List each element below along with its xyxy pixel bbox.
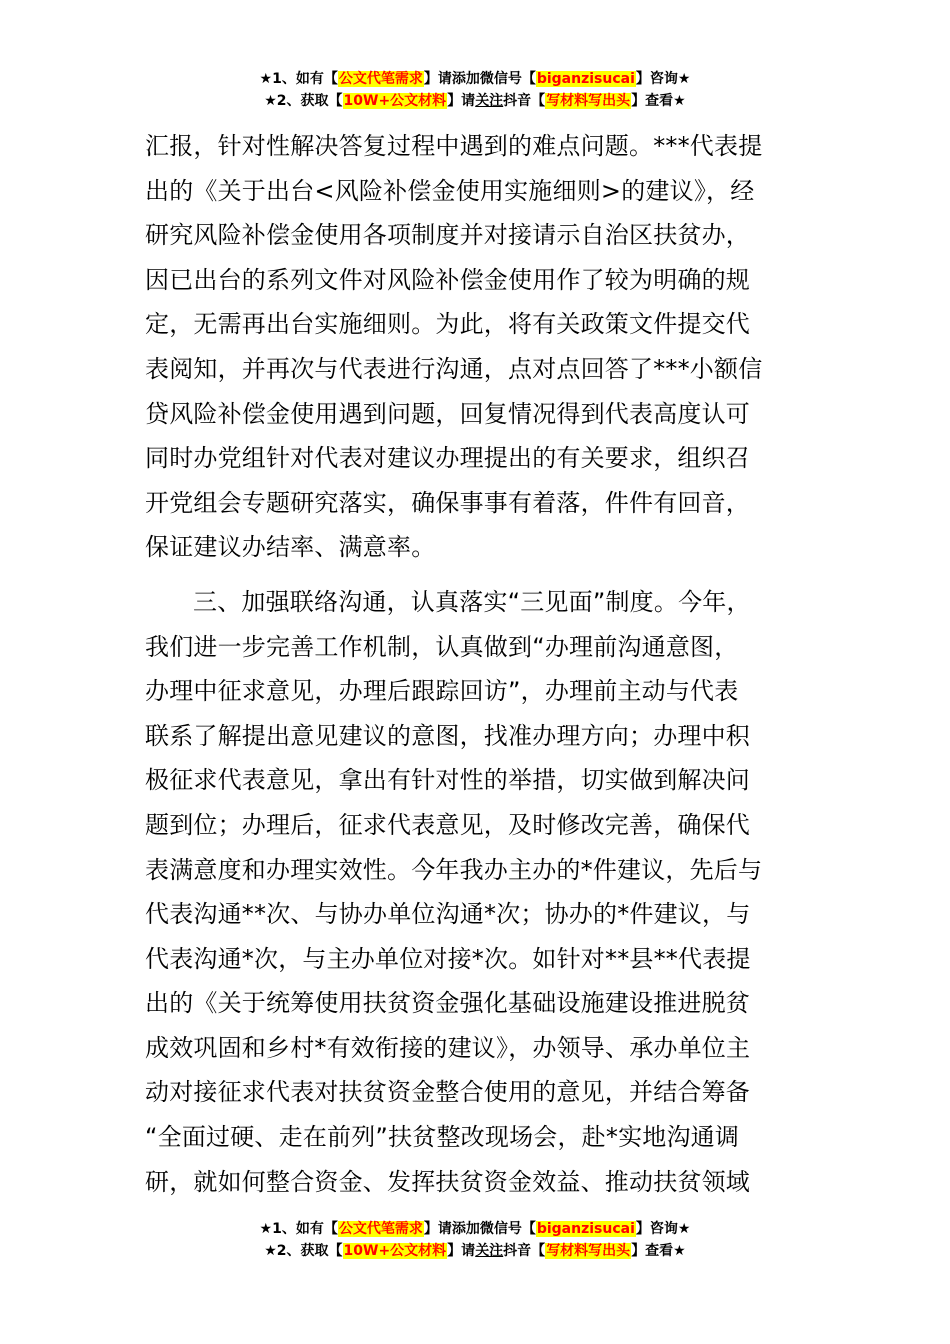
text-line: 办理中征求意见，办理后跟踪回访”，办理前主动与代表 <box>145 677 739 706</box>
promo-text: 】查看★ <box>631 93 686 109</box>
promo-text: 】请 <box>447 1243 476 1259</box>
promo-text: 抖音【 <box>503 1243 546 1259</box>
paragraph-2 <box>145 580 815 1204</box>
text-line: 代表沟通*次，与主办单位对接*次。如针对**县**代表提 <box>145 944 751 973</box>
promo-highlight: 10W+公文材料 <box>343 1243 447 1259</box>
text-line: 开党组会专题研究落实，确保事事有着落，件件有回音， <box>145 488 750 517</box>
promo-text: 】咨询★ <box>635 71 691 87</box>
text-line: 保证建议办结率、满意率。 <box>145 533 436 562</box>
promo-text: 】咨询★ <box>635 1221 691 1237</box>
promo-highlight: 10W+公文材料 <box>343 93 447 109</box>
text-line: 三、加强联络沟通，认真落实“三见面”制度。今年， <box>193 587 751 616</box>
text-line: 代表沟通**次、与协办单位沟通*次；协办的*件建议，与 <box>145 900 751 929</box>
top-promo-banner <box>0 68 950 112</box>
promo-douyin-id: 写材料写出头 <box>546 1243 631 1259</box>
text-line: 定，无需再出台实施细则。为此，将有关政策文件提交代 <box>145 310 750 339</box>
promo-underlined: 关注 <box>475 1243 504 1259</box>
promo-line-1 <box>0 68 950 90</box>
text-line: 研究风险补偿金使用各项制度并对接请示自治区扶贫办， <box>145 221 750 250</box>
promo-text: ★2、获取【 <box>264 1243 343 1259</box>
promo-text: 】请 <box>447 93 476 109</box>
promo-line-1 <box>0 1218 950 1240</box>
text-line: 出的《关于出台<风险补偿金使用实施细则>的建议》，经 <box>145 176 755 205</box>
promo-text: ★1、如有【 <box>259 1221 338 1237</box>
text-line: 我们进一步完善工作机制，认真做到“办理前沟通意图， <box>145 632 739 661</box>
text-line: 极征求代表意见，拿出有针对性的举措，切实做到解决问 <box>145 766 750 795</box>
promo-text: 】查看★ <box>631 1243 686 1259</box>
text-line: 因已出台的系列文件对风险补偿金使用作了较为明确的规 <box>145 265 750 294</box>
text-line: 联系了解提出意见建议的意图，找准办理方向；办理中积 <box>145 721 750 750</box>
promo-text: ★2、获取【 <box>264 93 343 109</box>
promo-highlight: 公文代笔需求 <box>338 71 423 87</box>
text-line: 题到位；办理后，征求代表意见，及时修改完善，确保代 <box>145 810 750 839</box>
text-line: “全面过硬、走在前列”扶贫整改现场会，赴*实地沟通调 <box>145 1123 740 1152</box>
text-line: 贷风险补偿金使用遇到问题，回复情况得到代表高度认可 <box>145 399 750 428</box>
promo-text: ★1、如有【 <box>259 71 338 87</box>
promo-text: 】请添加微信号【 <box>423 71 536 87</box>
text-line: 表满意度和办理实效性。今年我办主办的*件建议，先后与 <box>145 855 763 884</box>
promo-line-2 <box>0 1240 950 1262</box>
text-line: 动对接征求代表对扶贫资金整合使用的意见，并结合筹备 <box>145 1078 750 1107</box>
paragraph-gap <box>145 570 815 580</box>
promo-underlined: 关注 <box>475 93 504 109</box>
text-line: 汇报，针对性解决答复过程中遇到的难点问题。***代表提 <box>145 132 763 160</box>
promo-text: 抖音【 <box>503 93 546 109</box>
text-line: 成效巩固和乡村*有效衔接的建议》，办领导、承办单位主 <box>145 1033 751 1062</box>
bottom-promo-banner <box>0 1218 950 1262</box>
promo-highlight: 公文代笔需求 <box>338 1221 423 1237</box>
paragraph-1 <box>145 124 815 570</box>
text-line: 出的《关于统筹使用扶贫资金强化基础设施建设推进脱贫 <box>145 989 750 1018</box>
promo-line-2 <box>0 90 950 112</box>
document-body <box>145 124 815 1204</box>
promo-wechat-id: biganzisucai <box>536 1221 635 1237</box>
promo-douyin-id: 写材料写出头 <box>546 93 631 109</box>
text-line: 表阅知，并再次与代表进行沟通，点对点回答了***小额信 <box>145 354 763 383</box>
promo-wechat-id: biganzisucai <box>536 71 635 87</box>
text-line: 研，就如何整合资金、发挥扶贫资金效益、推动扶贫领域 <box>145 1167 750 1196</box>
text-line: 同时办党组针对代表对建议办理提出的有关要求，组织召 <box>145 444 750 473</box>
promo-text: 】请添加微信号【 <box>423 1221 536 1237</box>
